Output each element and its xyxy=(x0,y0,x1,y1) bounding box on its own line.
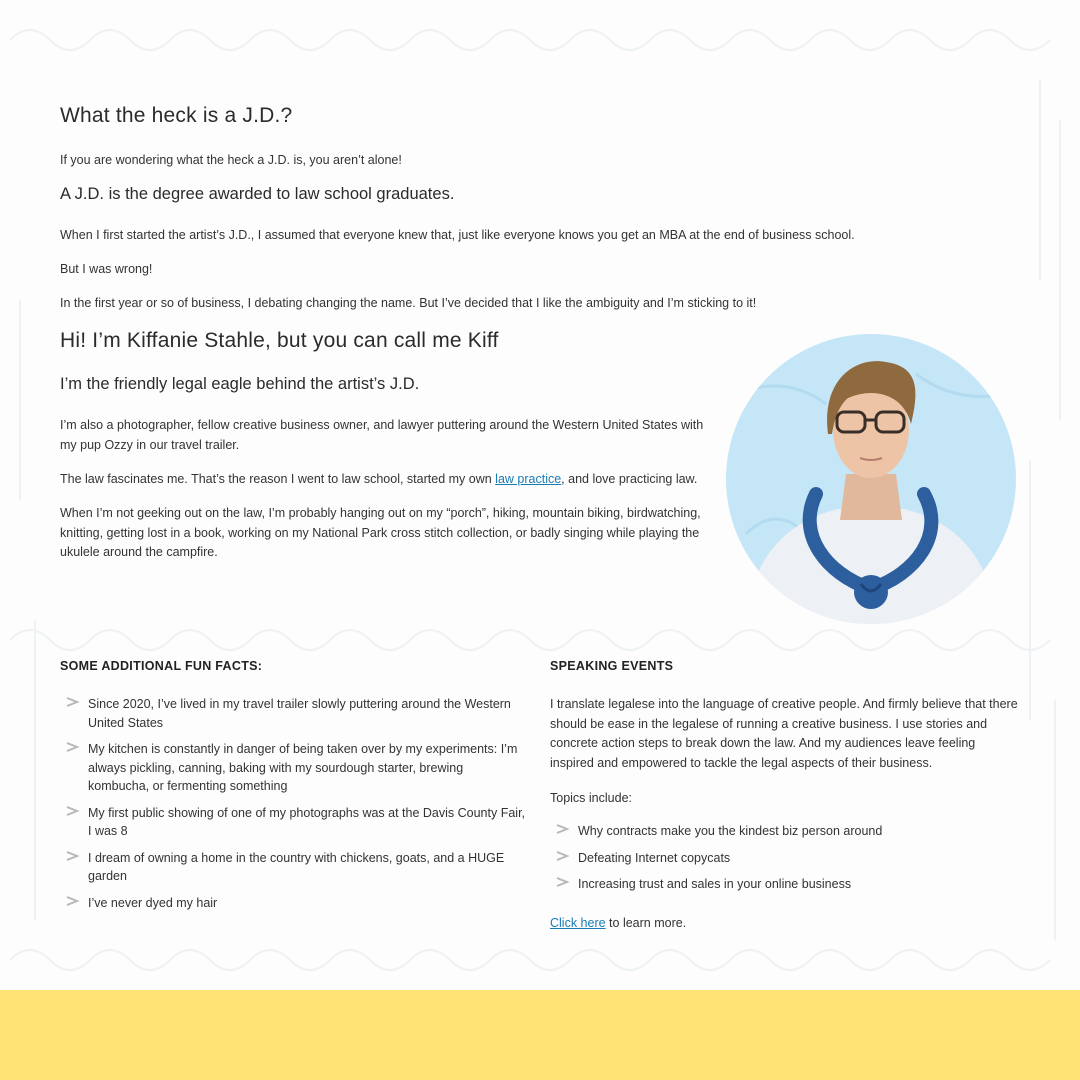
law-practice-link[interactable]: law practice xyxy=(495,472,562,486)
arrow-right-icon xyxy=(556,876,570,888)
arrow-right-icon xyxy=(66,741,80,753)
fun-fact-text: My first public showing of one of my photographs was at the Davis County Fair, I was 8 xyxy=(88,805,526,838)
fun-facts-list xyxy=(60,695,525,912)
about-heading: Hi! I’m Kiffanie Stahle, but you can call me Kiff xyxy=(60,329,499,352)
footer-band xyxy=(0,990,1080,1080)
jd-paragraph-2: But I was wrong! xyxy=(60,262,153,276)
fun-fact-text: I dream of owning a home in the country with chickens, goats, and a HUGE garden xyxy=(88,850,505,883)
arrow-right-icon xyxy=(66,850,80,862)
about-paragraph-2-start: The law fascinates me. That’s the reason I went to law school, started my own xyxy=(60,472,496,486)
speaking-cta xyxy=(550,914,686,934)
jd-intro: If you are wondering what the heck a J.D. is, you aren’t alone! xyxy=(60,153,402,167)
fun-facts-heading: SOME ADDITIONAL FUN FACTS: xyxy=(60,659,263,673)
jd-paragraph-3: In the first year or so of business, I debating changing the name. But I’ve decided that I like the ambiguity and I’m sticking to it! xyxy=(60,296,757,310)
topic-text: Why contracts make you the kindest biz person around xyxy=(578,824,883,838)
list-item xyxy=(550,822,1020,841)
about-paragraph-1: I’m also a photographer, fellow creative business owner, and lawyer puttering around the Western United States with my pup Ozzy in our travel trailer. xyxy=(60,418,704,452)
topics-label: Topics include: xyxy=(550,791,632,805)
speaking-heading: SPEAKING EVENTS xyxy=(550,659,674,673)
speaking-paragraph: I translate legalese into the language of creative people. And firmly believe that there should be ease in the legalese of running a creative business. I use stories and concrete action steps to break down the law. And my audiences leave feeling inspired and empowered to tackle the legal aspects of their business. xyxy=(550,697,1018,770)
list-item xyxy=(60,894,525,913)
topics-list xyxy=(550,822,1020,894)
speaking-cta-rest: to learn more. xyxy=(605,916,687,930)
arrow-right-icon xyxy=(556,850,570,862)
fun-fact-text: I’ve never dyed my hair xyxy=(88,895,218,910)
arrow-right-icon xyxy=(66,805,80,817)
jd-subheading: A J.D. is the degree awarded to law school graduates. xyxy=(60,185,455,203)
topic-text: Defeating Internet copycats xyxy=(578,850,731,865)
arrow-right-icon xyxy=(66,696,80,708)
list-item xyxy=(550,875,1020,894)
fun-fact-text: My kitchen is constantly in danger of being taken over by my experiments: I’m always pickling, canning, baking with my sourdough starter, brewing kombucha, or fermenting something xyxy=(88,742,518,793)
about-paragraph-2 xyxy=(60,470,720,490)
about-paragraph-2-end: , and love practicing law. xyxy=(561,472,698,486)
list-item xyxy=(60,695,525,732)
list-item xyxy=(60,849,525,886)
list-item xyxy=(60,740,525,796)
topic-text: Increasing trust and sales in your online business xyxy=(578,877,852,891)
arrow-right-icon xyxy=(556,823,570,835)
list-item xyxy=(550,849,1020,868)
portrait-photo xyxy=(726,334,1016,624)
arrow-right-icon xyxy=(66,895,80,907)
fun-fact-text: Since 2020, I’ve lived in my travel trailer slowly puttering around the Western United States xyxy=(88,697,511,730)
jd-paragraph-1: When I first started the artist’s J.D., I assumed that everyone knew that, just like everyone knows you get an MBA at the end of business school. xyxy=(60,228,855,242)
about-subheading: I’m the friendly legal eagle behind the artist’s J.D. xyxy=(60,375,420,393)
click-here-link[interactable]: Click here xyxy=(550,916,606,930)
jd-heading: What the heck is a J.D.? xyxy=(60,104,293,127)
list-item xyxy=(60,804,525,841)
about-paragraph-3: When I’m not geeking out on the law, I’m probably hanging out on my “porch”, hiking, mountain biking, birdwatching, knitting, getting lost in a book, working on my National Park cross stitch collection, or badly singing while playing the ukulele around the campfire. xyxy=(60,506,701,559)
